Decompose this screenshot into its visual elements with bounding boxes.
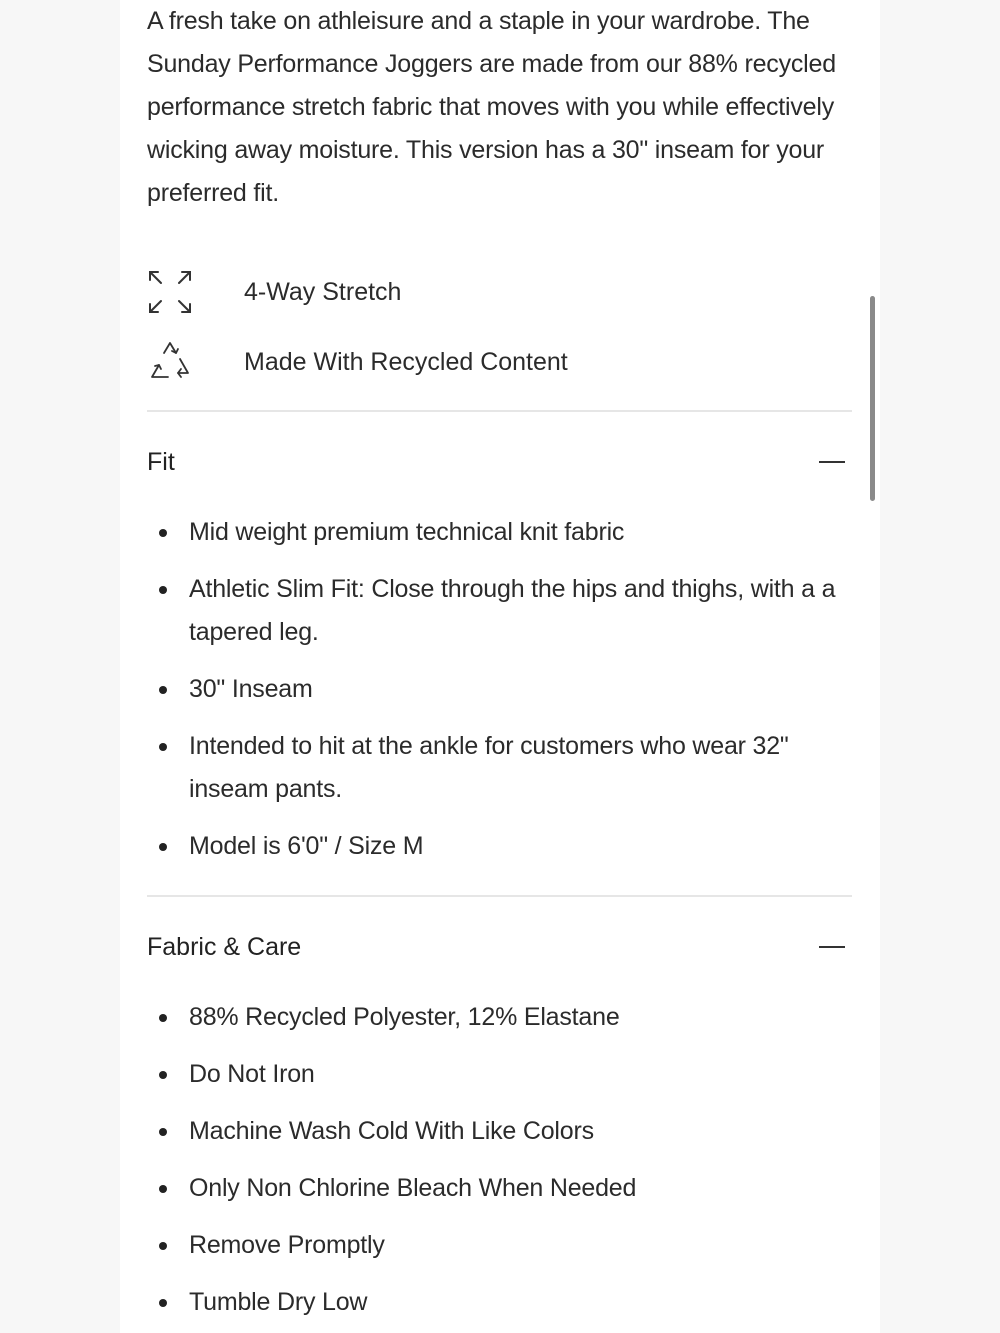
collapse-minus-icon[interactable]	[819, 946, 845, 948]
list-item: Mid weight premium technical knit fabric	[147, 511, 852, 554]
scrollbar-thumb[interactable]	[870, 296, 875, 501]
list-item: Model is 6'0" / Size M	[147, 825, 852, 868]
feature-four-way-stretch	[147, 267, 852, 317]
list-item: Remove Promptly	[147, 1224, 852, 1267]
list-item: 88% Recycled Polyester, 12% Elastane	[147, 996, 852, 1039]
list-item: 30" Inseam	[147, 668, 852, 711]
feature-recycled-content	[147, 337, 852, 387]
list-item: Athletic Slim Fit: Close through the hips and thighs, with a a tapered leg.	[147, 568, 852, 654]
accordion-title: Fabric & Care	[147, 932, 302, 961]
accordion-title: Fit	[147, 447, 175, 476]
fit-list	[147, 511, 852, 882]
collapse-minus-icon[interactable]	[819, 461, 845, 463]
list-item: Machine Wash Cold With Like Colors	[147, 1110, 852, 1153]
fabric-care-list	[147, 996, 852, 1333]
recycle-icon	[147, 339, 193, 385]
feature-label: Made With Recycled Content	[244, 347, 568, 376]
product-description: A fresh take on athleisure and a staple in your wardrobe. The Sunday Performance Joggers are made from our 88% recycled performance stretch fabric that moves with you while effectively wicking away moisture. This version has a 30" inseam for your preferred fit.	[147, 7, 836, 207]
list-item: Do Not Iron	[147, 1053, 852, 1096]
feature-label: 4-Way Stretch	[244, 277, 402, 306]
section-divider	[147, 410, 852, 412]
accordion-fabric-care-header[interactable]	[147, 922, 852, 972]
section-divider	[147, 895, 852, 897]
list-item: Intended to hit at the ankle for customers who wear 32" inseam pants.	[147, 725, 852, 811]
accordion-fit-header[interactable]	[147, 437, 852, 487]
list-item: Tumble Dry Low	[147, 1281, 852, 1324]
list-item: Only Non Chlorine Bleach When Needed	[147, 1167, 852, 1210]
four-way-stretch-icon	[147, 269, 193, 315]
